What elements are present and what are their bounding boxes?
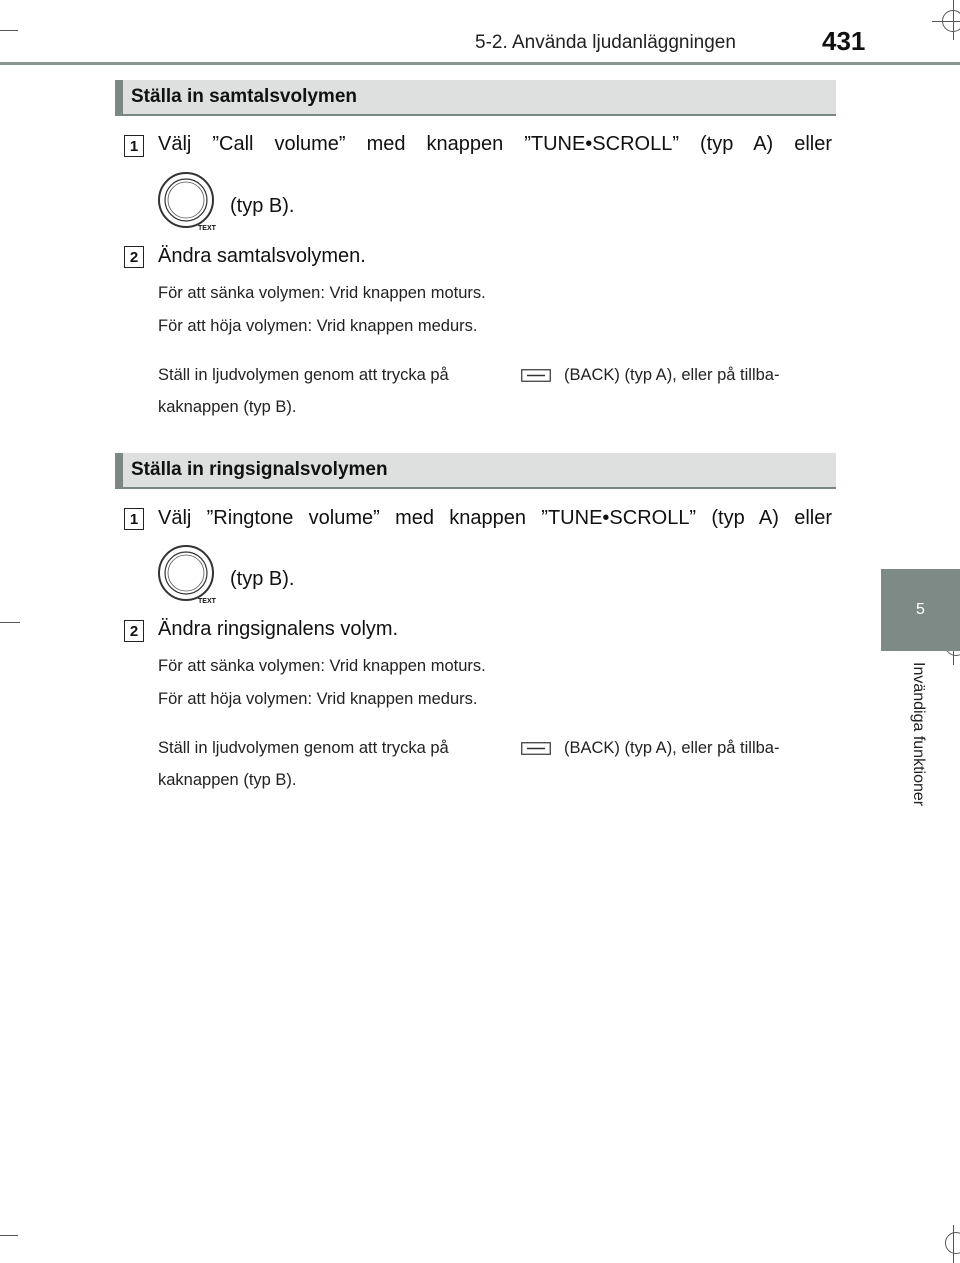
info-text: Ställ in ljudvolymen genom att trycka på	[158, 739, 449, 757]
crop-mark-bottom-right-circle	[945, 1232, 960, 1254]
knob-icon-label: TEXT	[198, 598, 216, 605]
tune-knob-icon	[156, 170, 222, 232]
knob-icon-label: TEXT	[198, 225, 216, 232]
crop-mark-top-left	[0, 30, 18, 31]
section-heading-bar	[115, 453, 123, 487]
step-number-badge: 1	[124, 135, 144, 157]
chapter-number: 5	[916, 601, 925, 618]
info-text: Ställ in ljudvolymen genom att trycka på	[158, 366, 449, 384]
section-heading-title: Ställa in samtalsvolymen	[131, 86, 357, 107]
header-rule	[0, 62, 960, 65]
step-text: Välj ”Ringtone volume” med knappen ”TUNE•SCROLL” (typ A) eller	[158, 507, 832, 529]
crop-mark-mid-left	[0, 622, 20, 623]
back-button-icon	[521, 369, 551, 382]
step-number-badge: 2	[124, 620, 144, 642]
page-number: 431	[822, 26, 866, 56]
note-text: För att sänka volymen: Vrid knappen moturs.	[158, 657, 486, 675]
step-text-continuation: (typ B).	[230, 568, 295, 590]
note-text: För att sänka volymen: Vrid knappen moturs.	[158, 284, 486, 302]
note-text: För att höja volymen: Vrid knappen medurs.	[158, 690, 478, 708]
info-text: (BACK) (typ A), eller på tillba-	[564, 366, 780, 384]
crop-mark-bottom-left	[0, 1235, 18, 1236]
chapter-tab	[881, 569, 960, 651]
note-text: För att höja volymen: Vrid knappen medurs.	[158, 317, 478, 335]
section-heading	[115, 80, 836, 116]
chapter-label-text: Invändiga funktioner	[910, 662, 927, 807]
info-text: kaknappen (typ B).	[158, 771, 297, 789]
step-number-badge: 1	[124, 508, 144, 530]
step-text-continuation: (typ B).	[230, 195, 295, 217]
back-button-icon	[521, 742, 551, 755]
step-text: Välj ”Call volume” med knappen ”TUNE•SCROLL” (typ A) eller	[158, 133, 832, 155]
chapter-label	[905, 662, 929, 842]
info-text: (BACK) (typ A), eller på tillba-	[564, 739, 780, 757]
section-heading	[115, 453, 836, 489]
header-section-title: 5-2. Använda ljudanläggningen	[475, 32, 736, 53]
crop-mark-top-right-circle	[942, 10, 960, 32]
info-text: kaknappen (typ B).	[158, 398, 297, 416]
section-heading-bar	[115, 80, 123, 114]
step-number-badge: 2	[124, 246, 144, 268]
tune-knob-icon	[156, 543, 222, 605]
step-text: Ändra samtalsvolymen.	[158, 245, 366, 267]
section-heading-title: Ställa in ringsignalsvolymen	[131, 459, 388, 480]
step-text: Ändra ringsignalens volym.	[158, 618, 399, 640]
